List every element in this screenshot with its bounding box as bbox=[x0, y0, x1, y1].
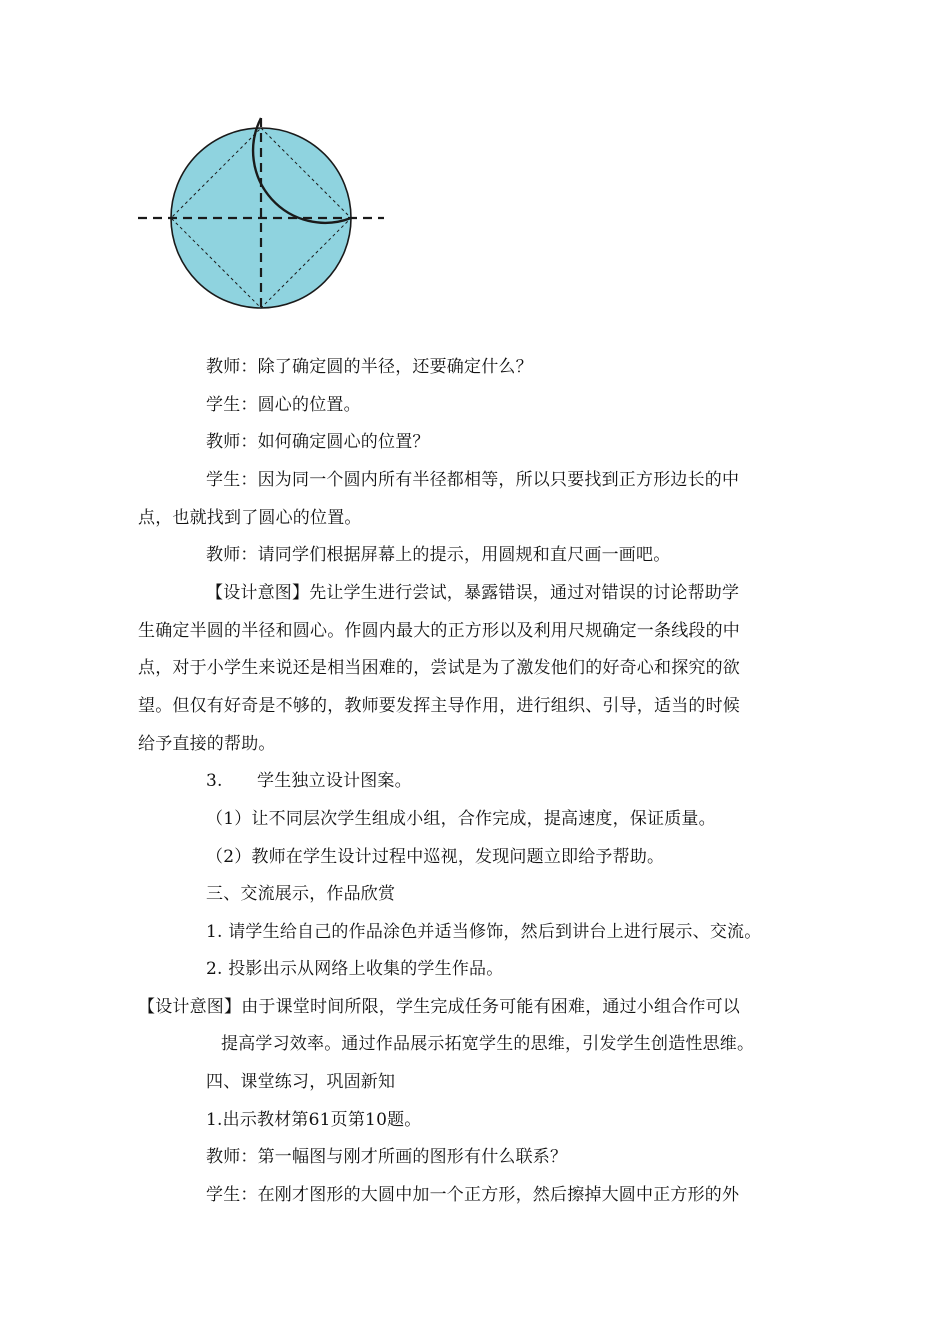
geometry-figure bbox=[136, 112, 386, 318]
text-line: 教师：如何确定圆心的位置？ bbox=[206, 432, 430, 452]
text-line: 2. 投影出示从网络上收集的学生作品。 bbox=[206, 959, 504, 979]
text-line: 提高学习效率。通过作品展示拓宽学生的思维，引发学生创造性思维。 bbox=[221, 1034, 755, 1054]
text-line: 教师：请同学们根据屏幕上的提示，用圆规和直尺画一画吧。 bbox=[206, 545, 671, 565]
text-line: 【设计意图】由于课堂时间所限，学生完成任务可能有困难，通过小组合作可以 bbox=[138, 997, 740, 1017]
text-line: 1.出示教材第61页第10题。 bbox=[206, 1110, 422, 1130]
text-line: 望。但仅有好奇是不够的，教师要发挥主导作用，进行组织、引导，适当的时候 bbox=[138, 696, 740, 716]
text-line: 教师：除了确定圆的半径，还要确定什么？ bbox=[206, 357, 533, 377]
text-line: 学生：在刚才图形的大圆中加一个正方形，然后擦掉大圆中正方形的外 bbox=[206, 1185, 740, 1205]
text-line: 学生：圆心的位置。 bbox=[206, 395, 361, 415]
text-line: 点，对于小学生来说还是相当困难的，尝试是为了激发他们的好奇心和探究的欲 bbox=[138, 658, 740, 678]
text-line: 1. 请学生给自己的作品涂色并适当修饰，然后到讲台上进行展示、交流。 bbox=[206, 922, 762, 942]
text-line: 给予直接的帮助。 bbox=[138, 734, 276, 754]
text-line: 三、交流展示，作品欣赏 bbox=[206, 884, 396, 904]
text-line: （2）教师在学生设计过程中巡视，发现问题立即给予帮助。 bbox=[206, 847, 665, 867]
text-line: 生确定半圆的半径和圆心。作圆内最大的正方形以及利用尺规确定一条线段的中 bbox=[138, 621, 740, 641]
text-line: 教师：第一幅图与刚才所画的图形有什么联系？ bbox=[206, 1147, 568, 1167]
text-line: 四、课堂练习，巩固新知 bbox=[206, 1072, 396, 1092]
text-line: 3. 学生独立设计图案。 bbox=[206, 771, 412, 791]
text-line: 点，也就找到了圆心的位置。 bbox=[138, 508, 362, 528]
text-line: 【设计意图】先让学生进行尝试，暴露错误，通过对错误的讨论帮助学 bbox=[206, 583, 740, 603]
text-line: 学生：因为同一个圆内所有半径都相等，所以只要找到正方形边长的中 bbox=[206, 470, 740, 490]
text-line: （1）让不同层次学生组成小组，合作完成，提高速度，保证质量。 bbox=[206, 809, 716, 829]
